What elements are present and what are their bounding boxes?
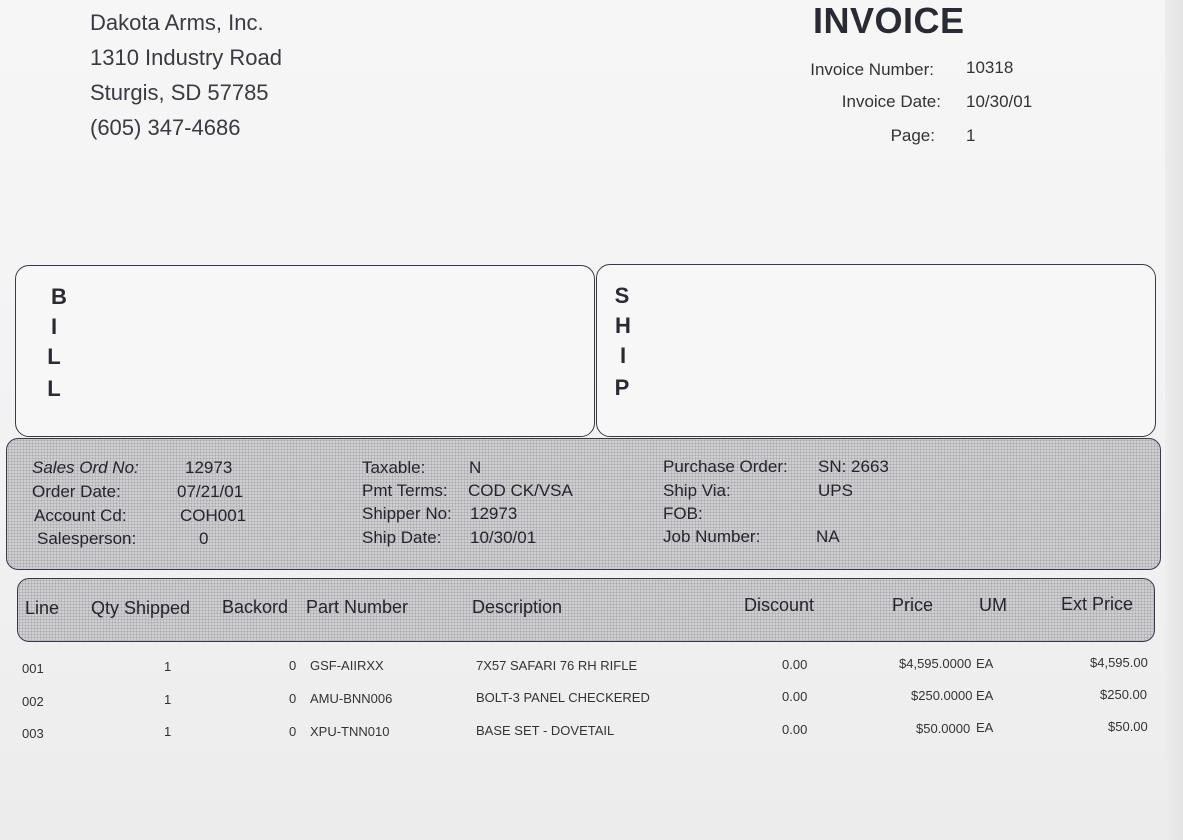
page-label: Page: xyxy=(890,126,935,145)
line-ext: $250.00 xyxy=(1100,687,1147,702)
fob-label: FOB: xyxy=(663,504,703,523)
line-discount: 0.00 xyxy=(782,689,808,704)
sales-ord-value: 12973 xyxy=(185,458,233,477)
order-info-box xyxy=(6,438,1161,570)
line-price: $50.0000 xyxy=(916,721,971,736)
line-part: XPU-TNN010 xyxy=(310,724,390,739)
shipper-value: 12973 xyxy=(470,504,518,523)
bill-letter: L xyxy=(47,376,61,401)
ship-via-value: UPS xyxy=(818,481,853,500)
pmt-terms-value: COD CK/VSA xyxy=(468,481,573,500)
ship-to-box xyxy=(596,264,1156,437)
invoice-number: 10318 xyxy=(966,58,1014,77)
bill-letter: B xyxy=(51,284,67,309)
line-desc: BASE SET - DOVETAIL xyxy=(476,723,615,738)
company-name: Dakota Arms, Inc. xyxy=(90,10,264,35)
ship-date-value: 10/30/01 xyxy=(470,528,537,547)
col-discount: Discount xyxy=(744,595,815,615)
line-um: EA xyxy=(976,720,994,735)
line-part: GSF-AIIRXX xyxy=(310,658,384,673)
col-qty-shipped: Qty Shipped xyxy=(91,598,191,618)
col-part-number: Part Number xyxy=(306,597,409,617)
ship-letter: I xyxy=(619,343,627,368)
line-price: $250.0000 xyxy=(911,688,973,703)
invoice-date-label: Invoice Date: xyxy=(841,92,941,111)
company-street: 1310 Industry Road xyxy=(90,45,283,70)
taxable-label: Taxable: xyxy=(362,458,426,477)
line-backord: 0 xyxy=(289,691,297,706)
col-ext-price: Ext Price xyxy=(1061,594,1134,614)
bill-letter: I xyxy=(50,314,58,339)
ship-letter: P xyxy=(614,375,630,400)
line-um: EA xyxy=(976,688,994,703)
salesperson-label: Salesperson: xyxy=(37,529,137,548)
account-label: Account Cd: xyxy=(34,506,127,525)
company-phone: (605) 347-4686 xyxy=(90,115,241,140)
col-backord: Backord xyxy=(222,597,289,617)
account-value: COH001 xyxy=(180,506,247,525)
line-backord: 0 xyxy=(289,724,297,739)
line-qty: 1 xyxy=(164,659,172,674)
page-edge-shadow xyxy=(1165,0,1183,840)
line-desc: BOLT-3 PANEL CHECKERED xyxy=(476,690,650,705)
po-value: SN: 2663 xyxy=(818,457,889,476)
salesperson-value: 0 xyxy=(199,529,209,548)
ship-letter: H xyxy=(615,313,631,338)
invoice-title: INVOICE xyxy=(813,0,965,41)
bill-letter: L xyxy=(47,344,61,369)
ship-via-label: Ship Via: xyxy=(663,481,731,500)
bill-to-box xyxy=(15,265,595,437)
invoice-number-label: Invoice Number: xyxy=(810,60,934,79)
line-no: 003 xyxy=(22,726,44,741)
order-date-value: 07/21/01 xyxy=(177,482,244,501)
ship-date-label: Ship Date: xyxy=(362,528,442,547)
page-number: 1 xyxy=(966,126,976,145)
col-line: Line xyxy=(25,598,60,618)
line-desc: 7X57 SAFARI 76 RH RIFLE xyxy=(476,658,638,673)
line-price: $4,595.0000 xyxy=(899,656,972,671)
col-price: Price xyxy=(892,595,934,615)
line-qty: 1 xyxy=(164,724,172,739)
line-um: EA xyxy=(976,656,994,671)
ship-letter: S xyxy=(614,283,630,308)
taxable-value: N xyxy=(469,458,482,477)
order-date-label: Order Date: xyxy=(32,482,121,501)
line-discount: 0.00 xyxy=(782,657,808,672)
line-part: AMU-BNN006 xyxy=(310,691,393,706)
line-no: 001 xyxy=(22,661,44,676)
pmt-terms-label: Pmt Terms: xyxy=(362,481,448,500)
line-qty: 1 xyxy=(164,692,172,707)
line-no: 002 xyxy=(22,694,44,709)
col-description: Description xyxy=(472,597,563,617)
company-city: Sturgis, SD 57785 xyxy=(90,80,269,105)
po-label: Purchase Order: xyxy=(663,457,788,476)
job-number-value: NA xyxy=(816,527,840,546)
col-um: UM xyxy=(979,595,1007,615)
line-backord: 0 xyxy=(289,658,297,673)
sales-ord-label: Sales Ord No: xyxy=(32,458,139,477)
shipper-label: Shipper No: xyxy=(362,504,452,523)
line-discount: 0.00 xyxy=(782,722,808,737)
line-ext: $50.00 xyxy=(1108,719,1148,734)
job-number-label: Job Number: xyxy=(663,527,761,546)
line-ext: $4,595.00 xyxy=(1090,655,1148,670)
invoice-date: 10/30/01 xyxy=(966,92,1033,111)
